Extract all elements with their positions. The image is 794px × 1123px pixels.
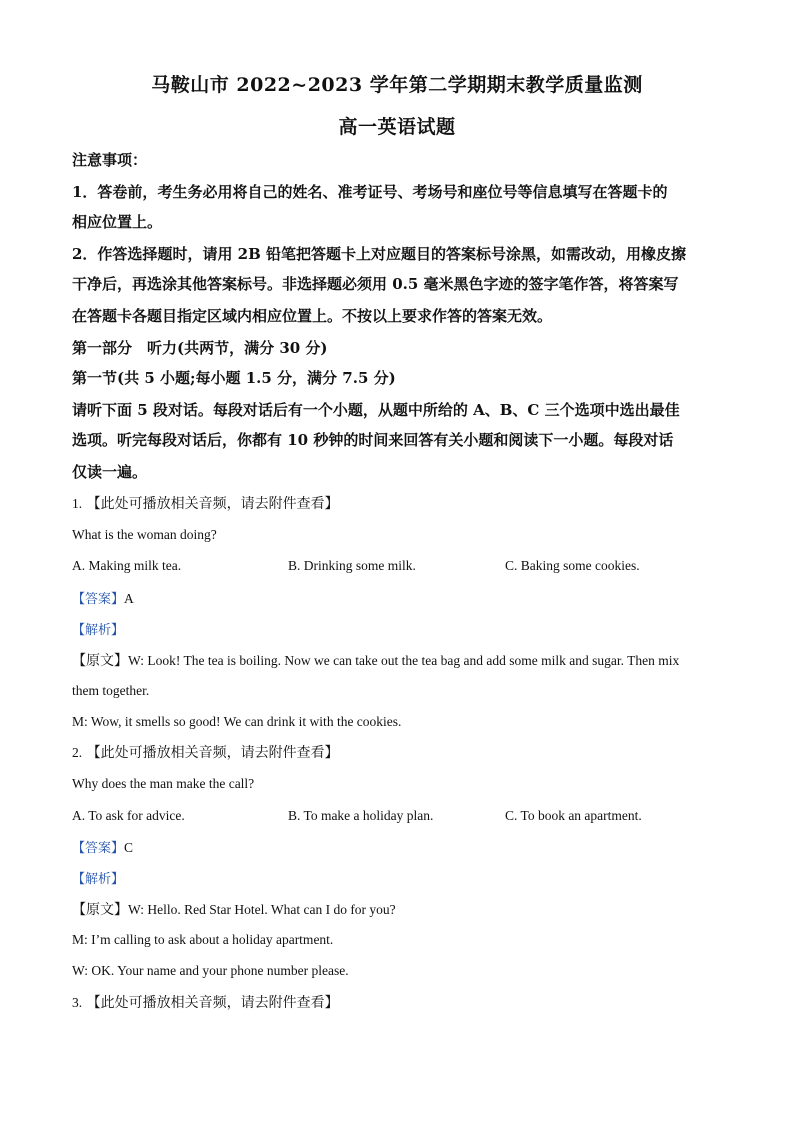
- q1-option-c: C. Baking some cookies.: [505, 558, 640, 573]
- question-3-header: [72, 993, 732, 1013]
- q1-transcript: [72, 650, 732, 671]
- q1-analysis: [72, 619, 732, 641]
- answer-tag: 【答案】: [72, 592, 125, 607]
- transcript-line: M: Wow, it smells so good! We can drink it with the cookies.: [72, 714, 402, 729]
- question-2-header: [72, 743, 732, 763]
- transcript-line: W: Look! The tea is boiling. Now we can take out the tea bag and add some milk and sugar. Then mix: [128, 653, 680, 668]
- question-number: 2.: [72, 745, 83, 760]
- q2-option-a: A. To ask for advice.: [72, 808, 185, 823]
- q2-analysis: [72, 868, 732, 890]
- analysis-tag: 【解析】: [72, 623, 125, 638]
- instruction-line: 仅读一遍。: [72, 463, 148, 481]
- q2-option-c: C. To book an apartment.: [505, 808, 642, 823]
- page-title: 马鞍山市 2022~2023 学年第二学期期末教学质量监测: [151, 74, 643, 96]
- notice-line: 在答题卡各题目指定区域内相应位置上。不按以上要求作答的答案无效。: [72, 307, 553, 325]
- question-1-header: [72, 494, 732, 514]
- notice-line: 相应位置上。: [72, 213, 163, 231]
- audio-note-link[interactable]: 【此处可播放相关音频，请去附件查看】: [86, 995, 339, 1011]
- q1-option-a: A. Making milk tea.: [72, 558, 182, 573]
- answer-tag: 【答案】: [72, 841, 125, 856]
- q1-answer: [72, 588, 732, 610]
- instruction-line: 选项。听完每段对话后，你都有 10 秒钟的时间来回答有关小题和阅读下一小题。每段对话: [72, 431, 674, 449]
- analysis-tag: 【解析】: [72, 872, 125, 887]
- transcript-line: M: I’m calling to ask about a holiday apartment.: [72, 932, 334, 947]
- audio-note-link[interactable]: 【此处可播放相关音频，请去附件查看】: [86, 496, 339, 512]
- transcript-tag: 【原文】: [72, 902, 128, 918]
- notice-heading: 注意事项：: [72, 151, 148, 169]
- q2-answer: [72, 837, 732, 859]
- q1-option-b: B. Drinking some milk.: [288, 558, 416, 573]
- answer-value: A: [124, 591, 134, 606]
- q2-option-b: B. To make a holiday plan.: [288, 808, 434, 823]
- transcript-tag: 【原文】: [72, 653, 128, 669]
- transcript-line: W: Hello. Red Star Hotel. What can I do for you?: [128, 902, 396, 917]
- transcript-line: them together.: [72, 683, 150, 698]
- q2-transcript: [72, 899, 732, 920]
- page-subtitle: 高一英语试题: [338, 116, 456, 138]
- question-number: 1.: [72, 496, 83, 511]
- part-heading: 第一部分 听力(共两节，满分 30 分): [72, 339, 328, 357]
- notice-line: 2．作答选择题时，请用 2B 铅笔把答题卡上对应题目的答案标号涂黑，如需改动，用橡皮擦: [72, 245, 687, 263]
- notice-line: 干净后，再选涂其他答案标号。非选择题必须用 0.5 毫米黑色字迹的签字笔作答，将答案写: [72, 275, 679, 293]
- question-2-text: Why does the man make the call?: [72, 776, 255, 791]
- instruction-line: 请听下面 5 段对话。每段对话后有一个小题，从题中所给的 A、B、C 三个选项中选出最佳: [72, 401, 680, 419]
- transcript-line: W: OK. Your name and your phone number please.: [72, 963, 349, 978]
- audio-note-link[interactable]: 【此处可播放相关音频，请去附件查看】: [86, 745, 339, 761]
- notice-line: 1．答卷前，考生务必用将自己的姓名、准考证号、考场号和座位号等信息填写在答题卡的: [72, 183, 668, 201]
- answer-value: C: [124, 840, 134, 855]
- question-1-text: What is the woman doing?: [72, 527, 217, 542]
- section-heading: 第一节(共 5 小题;每小题 1.5 分，满分 7.5 分): [72, 369, 396, 387]
- question-number: 3.: [72, 995, 83, 1010]
